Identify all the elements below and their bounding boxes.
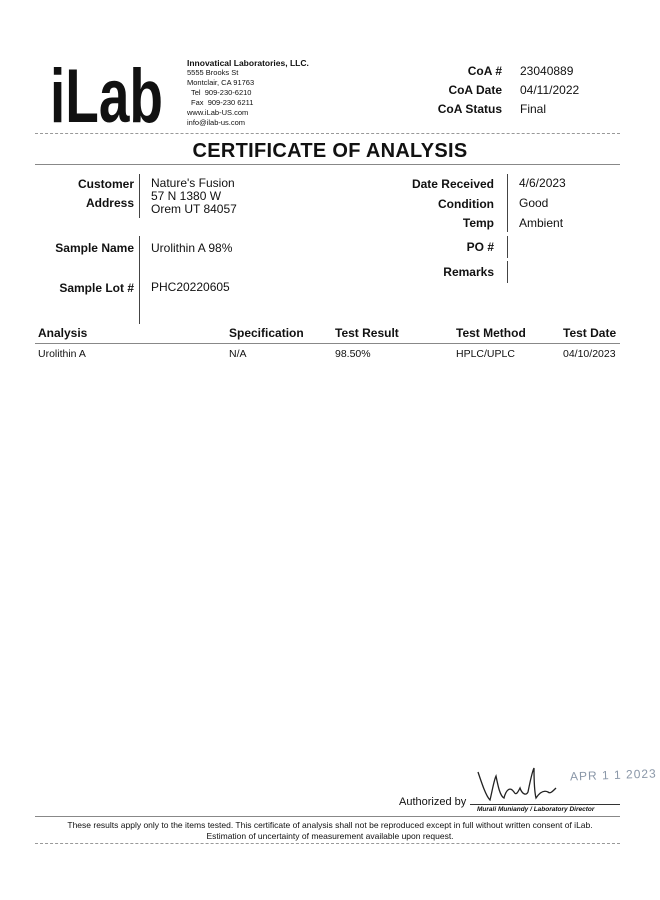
remarks-divider [507, 261, 508, 283]
receipt-divider [507, 174, 508, 232]
coa-number-value: 23040889 [520, 64, 574, 78]
header-test-method: Test Method [456, 326, 526, 340]
date-received-value: 4/6/2023 [519, 176, 566, 190]
sample-divider [139, 236, 140, 324]
coa-number-row [430, 64, 650, 84]
coa-date-label: CoA Date [448, 83, 502, 97]
sample-name-label: Sample Name [55, 241, 134, 255]
lab-fax-label: Fax [191, 98, 204, 107]
date-stamp: APR 1 1 2023 [569, 766, 657, 784]
sample-lot-label: Sample Lot # [59, 281, 134, 295]
lab-email: info@ilab-us.com [187, 118, 246, 127]
footer-divider [35, 816, 620, 817]
lab-fax-value: 909-230 6211 [207, 98, 254, 107]
footer-line1: These results apply only to the items tested. This certificate of analysis shall not be reproduced except in full without written consent of iLab. [67, 820, 593, 830]
bottom-divider [35, 843, 620, 844]
coa-date-row [430, 83, 650, 103]
header-analysis: Analysis [38, 326, 88, 340]
temp-label: Temp [462, 216, 494, 230]
po-label: PO # [466, 240, 494, 254]
sample-lot-value: PHC20220605 [151, 280, 230, 294]
header-test-result: Test Result [335, 326, 399, 340]
condition-value: Good [519, 196, 549, 210]
coa-date-value: 04/11/2022 [520, 83, 580, 97]
header-divider [35, 133, 620, 134]
condition-label: Condition [438, 197, 494, 211]
lab-web: www.iLab-US.com [187, 108, 249, 117]
signature-line [470, 804, 620, 805]
cell-specification: N/A [229, 348, 247, 360]
coa-number-label: CoA # [467, 64, 502, 78]
customer-address-line1: 57 N 1380 W [151, 189, 222, 203]
lab-tel [187, 88, 337, 98]
customer-address-line2: Orem UT 84057 [151, 202, 237, 216]
customer-divider [139, 174, 140, 218]
sample-name-value: Urolithin A 98% [151, 241, 233, 255]
customer-label: Customer [77, 177, 134, 191]
ilab-logo [50, 60, 165, 126]
signature-image [470, 762, 560, 806]
lab-name: Innovatical Laboratories, LLC. [187, 58, 309, 68]
coa-status-row [430, 102, 650, 122]
address-label: Address [85, 196, 134, 210]
remarks-label: Remarks [443, 265, 494, 279]
cell-test-date: 04/10/2023 [563, 348, 616, 360]
coa-status-value: Final [520, 102, 547, 116]
temp-value: Ambient [519, 216, 564, 230]
lab-tel-value: 909-230-6210 [204, 88, 252, 97]
title-divider [35, 164, 620, 165]
lab-city: Montclair, CA 91763 [187, 78, 255, 87]
footer-line2: Estimation of uncertainty of measurement available upon request. [206, 831, 454, 841]
table-header-divider [35, 343, 620, 344]
footer-disclaimer [0, 820, 660, 842]
logo-text: iLab [50, 60, 163, 126]
authorized-by-label: Authorized by [399, 796, 467, 808]
header-specification: Specification [229, 326, 304, 340]
document-title: CERTIFICATE OF ANALYSIS [192, 140, 468, 162]
coa-status-label: CoA Status [437, 102, 502, 116]
lab-street: 5555 Brooks St [187, 68, 239, 77]
header-test-date: Test Date [563, 326, 617, 340]
lab-tel-label: Tel [191, 88, 201, 97]
date-received-label: Date Received [411, 177, 494, 191]
cell-test-result: 98.50% [335, 348, 371, 360]
lab-info [187, 58, 337, 128]
customer-name: Nature's Fusion [151, 176, 235, 190]
director-name: Murali Muniandy / Laboratory Director [477, 806, 595, 813]
cell-test-method: HPLC/UPLC [456, 348, 515, 360]
po-divider [507, 236, 508, 258]
cell-analysis: Urolithin A [38, 348, 86, 360]
lab-fax [187, 98, 337, 108]
